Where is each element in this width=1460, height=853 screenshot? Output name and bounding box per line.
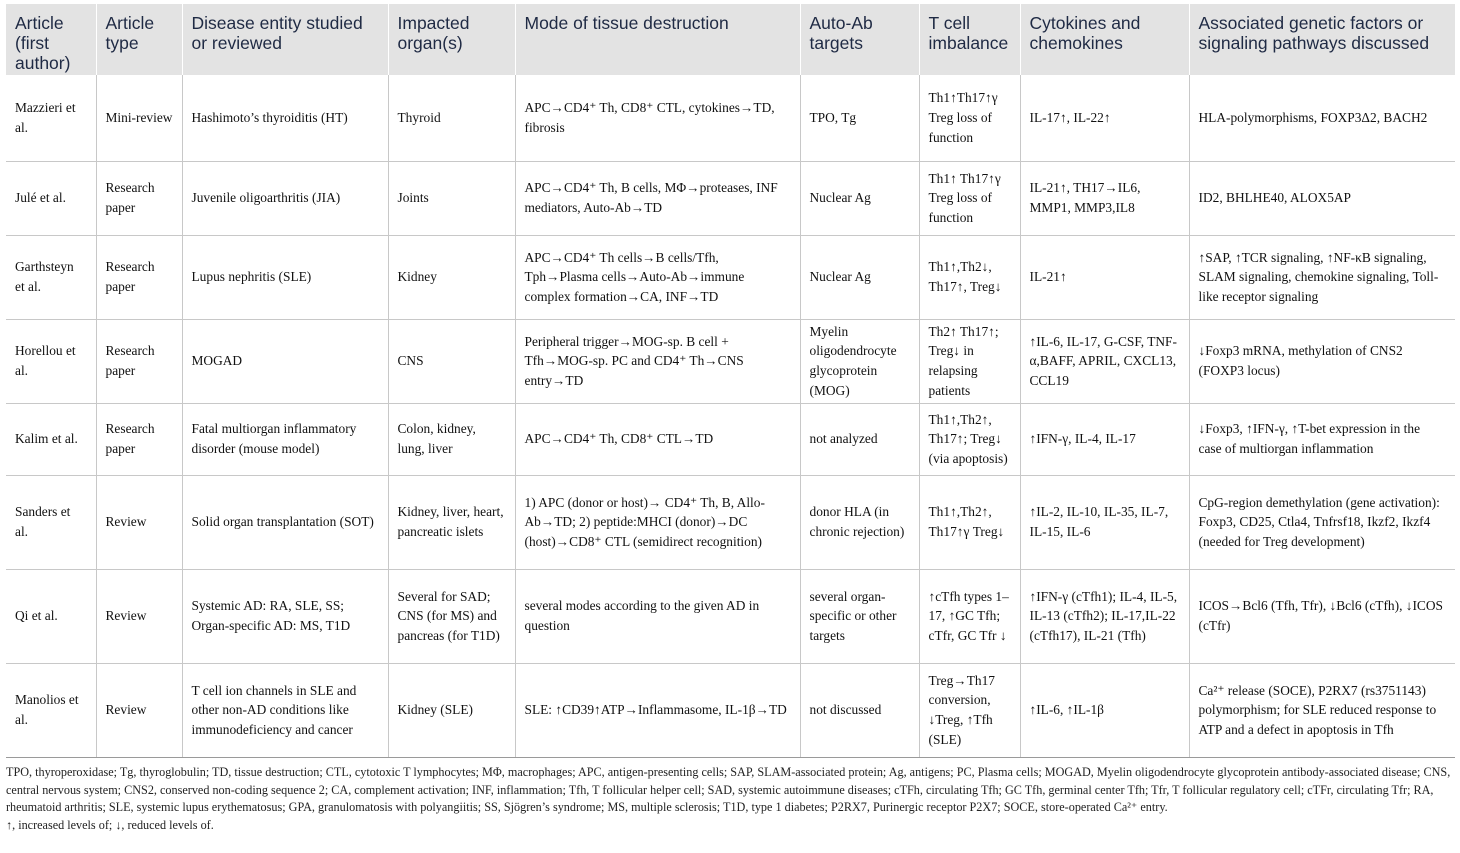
cell-genetic: Ca²⁺ release (SOCE), P2RX7 (rs3751143) polymorphism; for SLE reduced response to ATP and a defect in apoptosis in Tfh <box>1189 663 1455 757</box>
cell-tcell: Th1↑,Th2↑, Th17↑γ Treg↓ <box>919 475 1020 569</box>
cell-author: Kalim et al. <box>6 403 96 475</box>
header-disease: Disease entity studied or reviewed <box>182 4 388 75</box>
cell-genetic: ↓Foxp3 mRNA, methylation of CNS2 (FOXP3 locus) <box>1189 319 1455 403</box>
cell-cytokines: ↑IL-6, IL-17, G-CSF, TNF-α,BAFF, APRIL, CXCL13, CCL19 <box>1020 319 1189 403</box>
cell-author: Julé et al. <box>6 161 96 235</box>
cell-author: Mazzieri et al. <box>6 75 96 161</box>
cell-author: Sanders et al. <box>6 475 96 569</box>
cell-cytokines: ↑IFN-γ (cTfh1); IL-4, IL-5, IL-13 (cTfh2); IL-17,IL-22 (cTfh17), IL-21 (Tfh) <box>1020 569 1189 663</box>
cell-organ: Joints <box>388 161 515 235</box>
cell-tcell: Th1↑,Th2↓, Th17↑, Treg↓ <box>919 235 1020 319</box>
cell-cytokines: IL-21↑ <box>1020 235 1189 319</box>
cell-tcell: Th2↑ Th17↑; Treg↓ in relapsing patients <box>919 319 1020 403</box>
table-row <box>6 403 1455 475</box>
header-autoab: Auto-Ab targets <box>800 4 919 75</box>
cell-tcell: Treg→Th17 conversion, ↓Treg, ↑Tfh (SLE) <box>919 663 1020 757</box>
header-row <box>6 4 1455 75</box>
cell-disease: Hashimoto’s thyroiditis (HT) <box>182 75 388 161</box>
header-tcell: T cell imbalance <box>919 4 1020 75</box>
table-row <box>6 569 1455 663</box>
cell-author: Garthsteyn et al. <box>6 235 96 319</box>
cell-cytokines: ↑IL-2, IL-10, IL-35, IL-7, IL-15, IL-6 <box>1020 475 1189 569</box>
cell-cytokines: IL-17↑, IL-22↑ <box>1020 75 1189 161</box>
cell-disease: T cell ion channels in SLE and other non-AD conditions like immunodeficiency and cancer <box>182 663 388 757</box>
cell-author: Manolios et al. <box>6 663 96 757</box>
table-row <box>6 235 1455 319</box>
cell-type: Research paper <box>96 161 182 235</box>
data-table <box>6 4 1455 758</box>
cell-organ: CNS <box>388 319 515 403</box>
cell-autoab: not discussed <box>800 663 919 757</box>
cell-type: Research paper <box>96 403 182 475</box>
cell-type: Research paper <box>96 319 182 403</box>
footnote-arrows: ↑, increased levels of; ↓, reduced levels of. <box>6 817 214 832</box>
cell-disease: MOGAD <box>182 319 388 403</box>
cell-disease: Systemic AD: RA, SLE, SS; Organ-specific AD: MS, T1D <box>182 569 388 663</box>
cell-type: Review <box>96 663 182 757</box>
cell-tcell: Th1↑,Th2↑, Th17↑; Treg↓ (via apoptosis) <box>919 403 1020 475</box>
table-row <box>6 475 1455 569</box>
cell-genetic: CpG-region demethylation (gene activation): Foxp3, CD25, Ctla4, Tnfrsf18, Ikzf2, Ikzf4 (needed for Treg development) <box>1189 475 1455 569</box>
cell-type: Review <box>96 475 182 569</box>
cell-organ: Colon, kidney, lung, liver <box>388 403 515 475</box>
cell-autoab: several organ-specific or other targets <box>800 569 919 663</box>
cell-author: Horellou et al. <box>6 319 96 403</box>
cell-author: Qi et al. <box>6 569 96 663</box>
table-row <box>6 319 1455 403</box>
cell-genetic: ↑SAP, ↑TCR signaling, ↑NF-κB signaling, SLAM signaling, chemokine signaling, Toll-like receptor signaling <box>1189 235 1455 319</box>
cell-autoab: not analyzed <box>800 403 919 475</box>
cell-type: Research paper <box>96 235 182 319</box>
table-row <box>6 75 1455 161</box>
cell-organ: Thyroid <box>388 75 515 161</box>
cell-genetic: ICOS→Bcl6 (Tfh, Tfr), ↓Bcl6 (cTfh), ↓ICOS (cTfr) <box>1189 569 1455 663</box>
header-genetic: Associated genetic factors or signaling pathways discussed <box>1189 4 1455 75</box>
cell-mode: 1) APC (donor or host)→ CD4⁺ Th, B, Allo-Ab→TD; 2) peptide:MHCI (donor)→DC (host)→CD8⁺ CTL (semidirect recognition) <box>515 475 800 569</box>
header-type: Article type <box>96 4 182 75</box>
cell-organ: Kidney <box>388 235 515 319</box>
cell-disease: Juvenile oligoarthritis (JIA) <box>182 161 388 235</box>
header-organ: Impacted organ(s) <box>388 4 515 75</box>
cell-autoab: TPO, Tg <box>800 75 919 161</box>
cell-tcell: ↑cTfh types 1–17, ↑GC Tfh; cTfr, GC Tfr ↓ <box>919 569 1020 663</box>
cell-disease: Solid organ transplantation (SOT) <box>182 475 388 569</box>
cell-cytokines: IL-21↑, TH17→IL6, MMP1, MMP3,IL8 <box>1020 161 1189 235</box>
cell-cytokines: ↑IL-6, ↑IL-1β <box>1020 663 1189 757</box>
cell-autoab: donor HLA (in chronic rejection) <box>800 475 919 569</box>
header-mode: Mode of tissue destruction <box>515 4 800 75</box>
cell-type: Mini-review <box>96 75 182 161</box>
cell-tcell: Th1↑ Th17↑γ Treg loss of function <box>919 161 1020 235</box>
cell-tcell: Th1↑Th17↑γ Treg loss of function <box>919 75 1020 161</box>
cell-genetic: HLA-polymorphisms, FOXP3Δ2, BACH2 <box>1189 75 1455 161</box>
cell-autoab: Myelin oligodendrocyte glycoprotein (MOG) <box>800 319 919 403</box>
cell-autoab: Nuclear Ag <box>800 161 919 235</box>
cell-autoab: Nuclear Ag <box>800 235 919 319</box>
cell-organ: Several for SAD; CNS (for MS) and pancreas (for T1D) <box>388 569 515 663</box>
cell-genetic: ↓Foxp3, ↑IFN-γ, ↑T-bet expression in the case of multiorgan inflammation <box>1189 403 1455 475</box>
table-container <box>6 4 1455 758</box>
footnote-abbreviations: TPO, thyroperoxidase; Tg, thyroglobulin; TD, tissue destruction; CTL, cytotoxic T lymphocytes; MΦ, macrophages; APC, antigen-presenting cells; SAP, SLAM-associated protein; Ag, antigens; PC, Plasma cells; MOGAD, Myelin oligodendrocyte glycoprotein antibody-associated disease; CNS, central nervous system; CNS2, conserved non-coding sequence 2; CA, complement activation; INF, inflammation; Tfh, T follicular helper cell; SAD, systemic autoimmune diseases; cTFh, circulating Tfh; GC Tfh, germinal center Tfh; Tfr, T follicular regulatory cell; cTFr, circulating Tfr; RA, rheumatoid arthritis; SLE, systemic lupus erythematosus; GPA, granulomatosis with polyangiitis; SS, Sjögren’s syndrome; MS, multiple sclerosis; T1D, type 1 diabetes; P2RX7, Purinergic receptor P2X7; SOCE, store-operated Ca²⁺ entry. <box>6 765 1451 814</box>
cell-type: Review <box>96 569 182 663</box>
table-row <box>6 161 1455 235</box>
cell-mode: APC→CD4⁺ Th, CD8⁺ CTL→TD <box>515 403 800 475</box>
table-footnotes <box>6 764 1455 834</box>
cell-mode: APC→CD4⁺ Th cells→B cells/Tfh, Tph→Plasma cells→Auto-Ab→immune complex formation→CA, INF→TD <box>515 235 800 319</box>
cell-mode: SLE: ↑CD39↑ATP→Inflammasome, IL-1β→TD <box>515 663 800 757</box>
cell-cytokines: ↑IFN-γ, IL-4, IL-17 <box>1020 403 1189 475</box>
cell-mode: APC→CD4⁺ Th, CD8⁺ CTL, cytokines→TD, fibrosis <box>515 75 800 161</box>
cell-disease: Fatal multiorgan inflammatory disorder (mouse model) <box>182 403 388 475</box>
cell-mode: several modes according to the given AD in question <box>515 569 800 663</box>
cell-disease: Lupus nephritis (SLE) <box>182 235 388 319</box>
cell-organ: Kidney, liver, heart, pancreatic islets <box>388 475 515 569</box>
cell-organ: Kidney (SLE) <box>388 663 515 757</box>
header-cytokines: Cytokines and chemokines <box>1020 4 1189 75</box>
cell-mode: Peripheral trigger→MOG-sp. B cell + Tfh→MOG-sp. PC and CD4⁺ Th→CNS entry→TD <box>515 319 800 403</box>
table-row <box>6 663 1455 757</box>
header-author: Article (first author) <box>6 4 96 75</box>
cell-mode: APC→CD4⁺ Th, B cells, MΦ→proteases, INF mediators, Auto-Ab→TD <box>515 161 800 235</box>
cell-genetic: ID2, BHLHE40, ALOX5AP <box>1189 161 1455 235</box>
